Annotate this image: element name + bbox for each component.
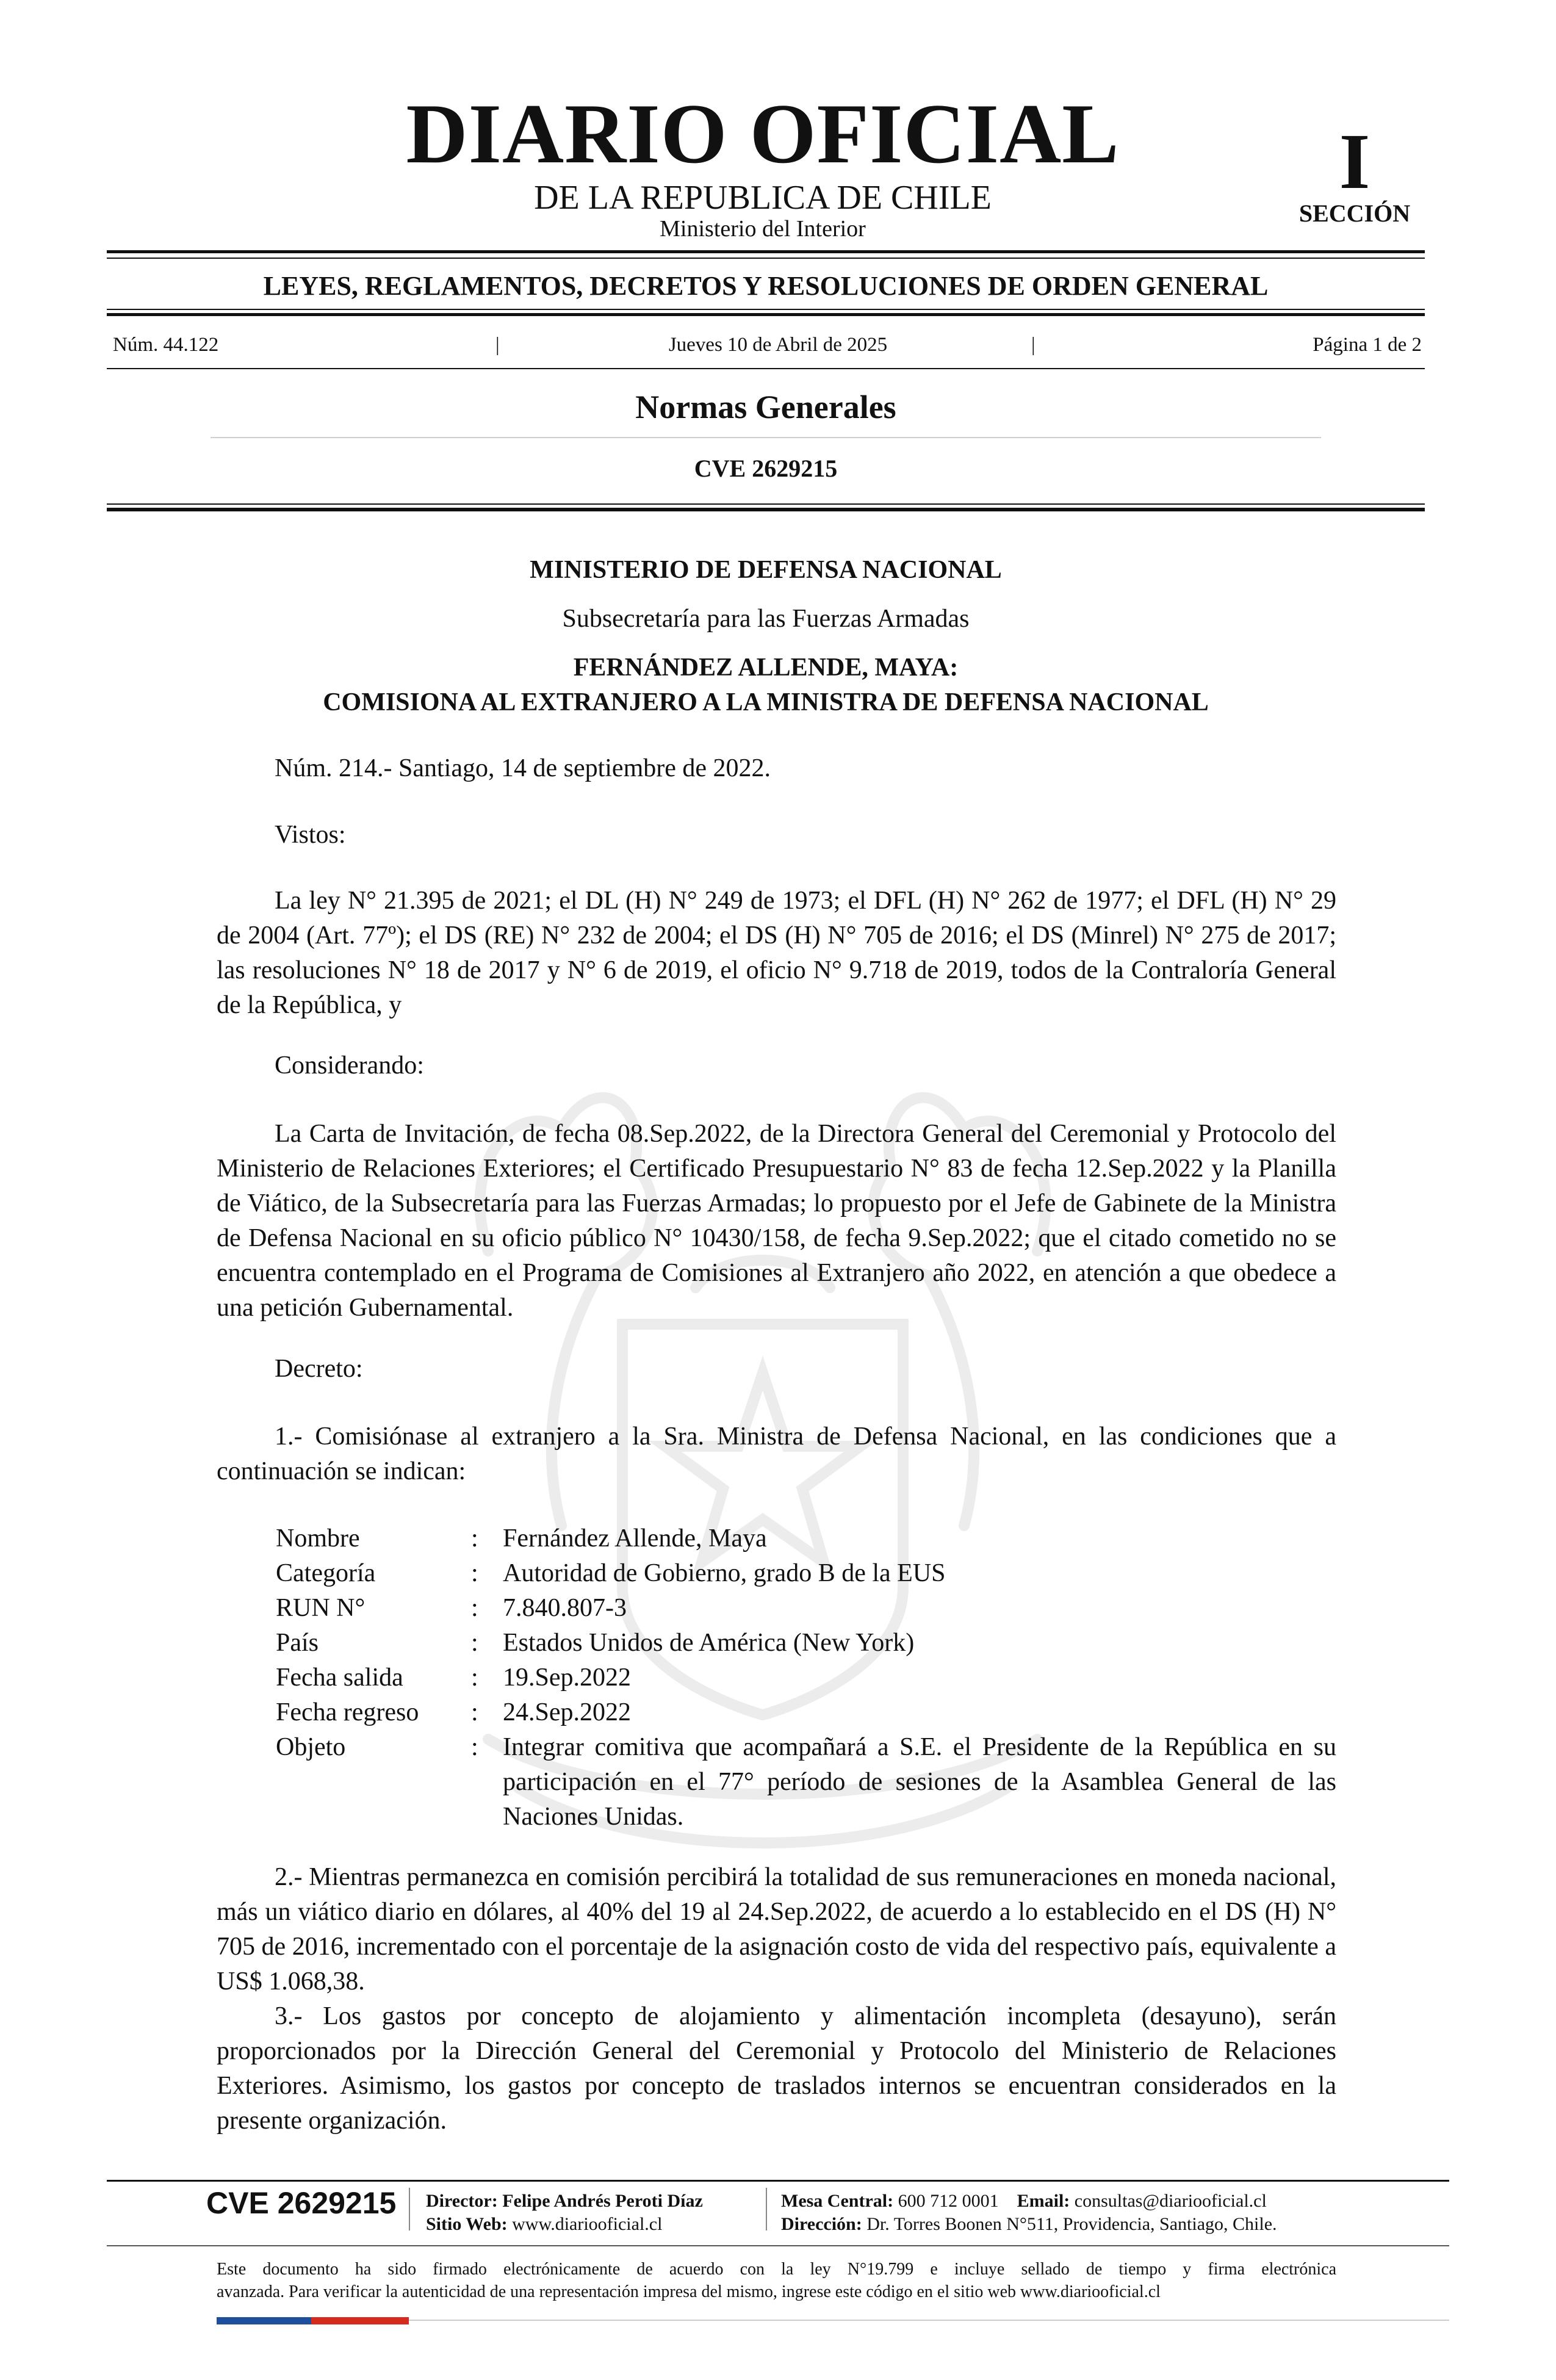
footer-website: Sitio Web: www.diariooficial.cl <box>426 2214 663 2234</box>
decreto-heading: Decreto: <box>275 1355 363 1383</box>
decree-title-line1: FERNÁNDEZ ALLENDE, MAYA: <box>573 654 959 682</box>
article-1: 1.- Comisiónase al extranjero a la Sra. Ministra de Defensa Nacional, en las condiciones que a continuación se indican: <box>217 1423 1336 1485</box>
detail-value: Fernández Allende, Maya <box>503 1524 767 1552</box>
masthead-subtitle: DE LA REPUBLICA DE CHILE <box>534 179 992 217</box>
section-number: I <box>1339 118 1371 206</box>
masthead-rule-top <box>107 250 1425 253</box>
article-2: 2.- Mientras permanezca en comisión percibirá la totalidad de sus remuneraciones en moneda nacional, más un viático diario en dólares, al 40% del 19 al 24.Sep.2022, de acuerdo a lo establecido en el DS (H) N° 705 de 2016, incrementado con el porcentaje de la asignación costo de vida del respectivo país, equivalente a US$ 1.068,38. <box>217 1863 1336 1996</box>
detail-label: Fecha salida <box>276 1664 403 1692</box>
footer-rule-bottom <box>409 2320 1449 2321</box>
detail-colon: : <box>471 1733 478 1761</box>
masthead-title: DIARIO OFICIAL <box>406 87 1120 181</box>
category-rule <box>211 437 1321 438</box>
detail-label: RUN N° <box>276 1594 366 1622</box>
vistos-paragraph: La ley N° 21.395 de 2021; el DL (H) N° 249 de 1973; el DFL (H) N° 262 de 1977; el DFL (H) N° 29 de 2004 (Art. 77º); el DS (RE) N° 232 de 2004; el DS (H) N° 705 de 2016; el DS (Minrel) N° 275 de 2017; las resoluciones N° 18 de 2017 y N° 6 de 2019, el oficio N° 9.718 de 2019, todos de la Contraloría General de la República, y <box>217 887 1336 1019</box>
detail-label: Fecha regreso <box>276 1698 419 1726</box>
issue-date: Jueves 10 de Abril de 2025 <box>668 334 888 356</box>
decree-number: Núm. 214.- Santiago, 14 de septiembre de 2022. <box>275 754 771 782</box>
masthead-ministry: Ministerio del Interior <box>660 216 866 242</box>
detail-colon: : <box>471 1559 478 1587</box>
section-rule-thin <box>107 309 1425 310</box>
detail-value: Estados Unidos de América (New York) <box>503 1629 915 1657</box>
detail-value: 7.840.807-3 <box>503 1594 627 1622</box>
detail-value: Autoridad de Gobierno, grado B de la EUS <box>503 1559 946 1587</box>
masthead-rule-top-thin <box>107 258 1425 259</box>
detail-colon: : <box>471 1664 478 1692</box>
footer-mesa-central: Mesa Central: 600 712 0001 Email: consultas@diariooficial.cl <box>781 2191 1267 2211</box>
ministry-heading: MINISTERIO DE DEFENSA NACIONAL <box>530 556 1002 584</box>
detail-value: 19.Sep.2022 <box>503 1664 631 1692</box>
subsecretaria: Subsecretaría para las Fuerzas Armadas <box>562 605 970 633</box>
issue-separator: | <box>1031 334 1036 356</box>
detail-colon: : <box>471 1629 478 1657</box>
footer-signature-note-line1: Este documento ha sido firmado electrónicamente de acuerdo con la ley N°19.799 e incluye sellado de tiempo y firma electrónica <box>217 2260 1336 2279</box>
footer-director: Director: Felipe Andrés Peroti Díaz <box>426 2191 703 2211</box>
footer-divider <box>409 2188 410 2230</box>
issue-rule <box>107 368 1425 369</box>
header-rule-bottom-thin <box>107 503 1425 505</box>
article-3: 3.- Los gastos por concepto de alojamiento y alimentación incompleta (desayuno), serán proporcionados por la Dirección General del Ceremonial y Protocolo del Ministerio de Relaciones Exteriores. Asimismo, los gastos por concepto de traslados internos se encuentran considerados en la presente organización. <box>217 2002 1336 2135</box>
issue-separator: | <box>495 334 500 356</box>
email-link[interactable]: consultas@diariooficial.cl <box>1074 2191 1267 2211</box>
vistos-heading: Vistos: <box>275 821 346 849</box>
detail-value: Integrar comitiva que acompañará a S.E. el Presidente de la República en su participación en el 77° período de sesiones de la Asamblea General de las Naciones Unidas. <box>503 1733 1336 1831</box>
detail-label: Categoría <box>276 1559 376 1587</box>
footer-rule-middle <box>107 2245 1449 2246</box>
cve-code: CVE 2629215 <box>694 455 838 482</box>
footer-divider <box>766 2188 767 2230</box>
issue-page: Página 1 de 2 <box>1313 334 1422 356</box>
section-rule <box>107 313 1425 316</box>
footer-address: Dirección: Dr. Torres Boonen N°511, Providencia, Santiago, Chile. <box>781 2214 1277 2234</box>
issue-number: Núm. 44.122 <box>113 334 219 356</box>
detail-colon: : <box>471 1698 478 1726</box>
considerando-paragraph: La Carta de Invitación, de fecha 08.Sep.2022, de la Directora General del Ceremonial y Protocolo del Ministerio de Relaciones Exteriores; el Certificado Presupuestario N° 83 de fecha 12.Sep.2022 y la Planilla de Viático, de la Subsecretaría para las Fuerzas Armadas; lo propuesto por el Jefe de Gabinete de la Ministra de Defensa Nacional en su oficio público N° 10430/158, de fecha 9.Sep.2022; que el citado cometido no se encuentra contemplado en el Programa de Comisiones al Extranjero año 2022, en atención a que obedece a una petición Gubernamental. <box>217 1120 1336 1322</box>
flag-bar-red <box>311 2317 409 2324</box>
decree-title-line2: COMISIONA AL EXTRANJERO A LA MINISTRA DE DEFENSA NACIONAL <box>323 688 1209 716</box>
flag-bar-blue <box>217 2317 311 2324</box>
detail-value: 24.Sep.2022 <box>503 1698 631 1726</box>
website-link[interactable]: www.diariooficial.cl <box>512 2214 663 2234</box>
section-label: SECCIÓN <box>1298 200 1411 227</box>
footer-cve-code: CVE 2629215 <box>206 2186 397 2220</box>
category-heading: Normas Generales <box>635 389 896 425</box>
detail-colon: : <box>471 1524 478 1552</box>
considerando-heading: Considerando: <box>275 1051 424 1080</box>
detail-label: Objeto <box>276 1733 346 1761</box>
footer-rule-top <box>107 2180 1449 2182</box>
footer-signature-note-line2: avanzada. Para verificar la autenticidad de una representación impresa del mismo, ingrese este código en el sitio web www.diariooficial.cl <box>217 2282 1161 2301</box>
detail-label: País <box>276 1629 319 1657</box>
detail-colon: : <box>471 1594 478 1622</box>
section-heading: LEYES, REGLAMENTOS, DECRETOS Y RESOLUCIONES DE ORDEN GENERAL <box>263 271 1269 301</box>
detail-label: Nombre <box>276 1524 360 1552</box>
header-rule-bottom <box>107 508 1425 511</box>
